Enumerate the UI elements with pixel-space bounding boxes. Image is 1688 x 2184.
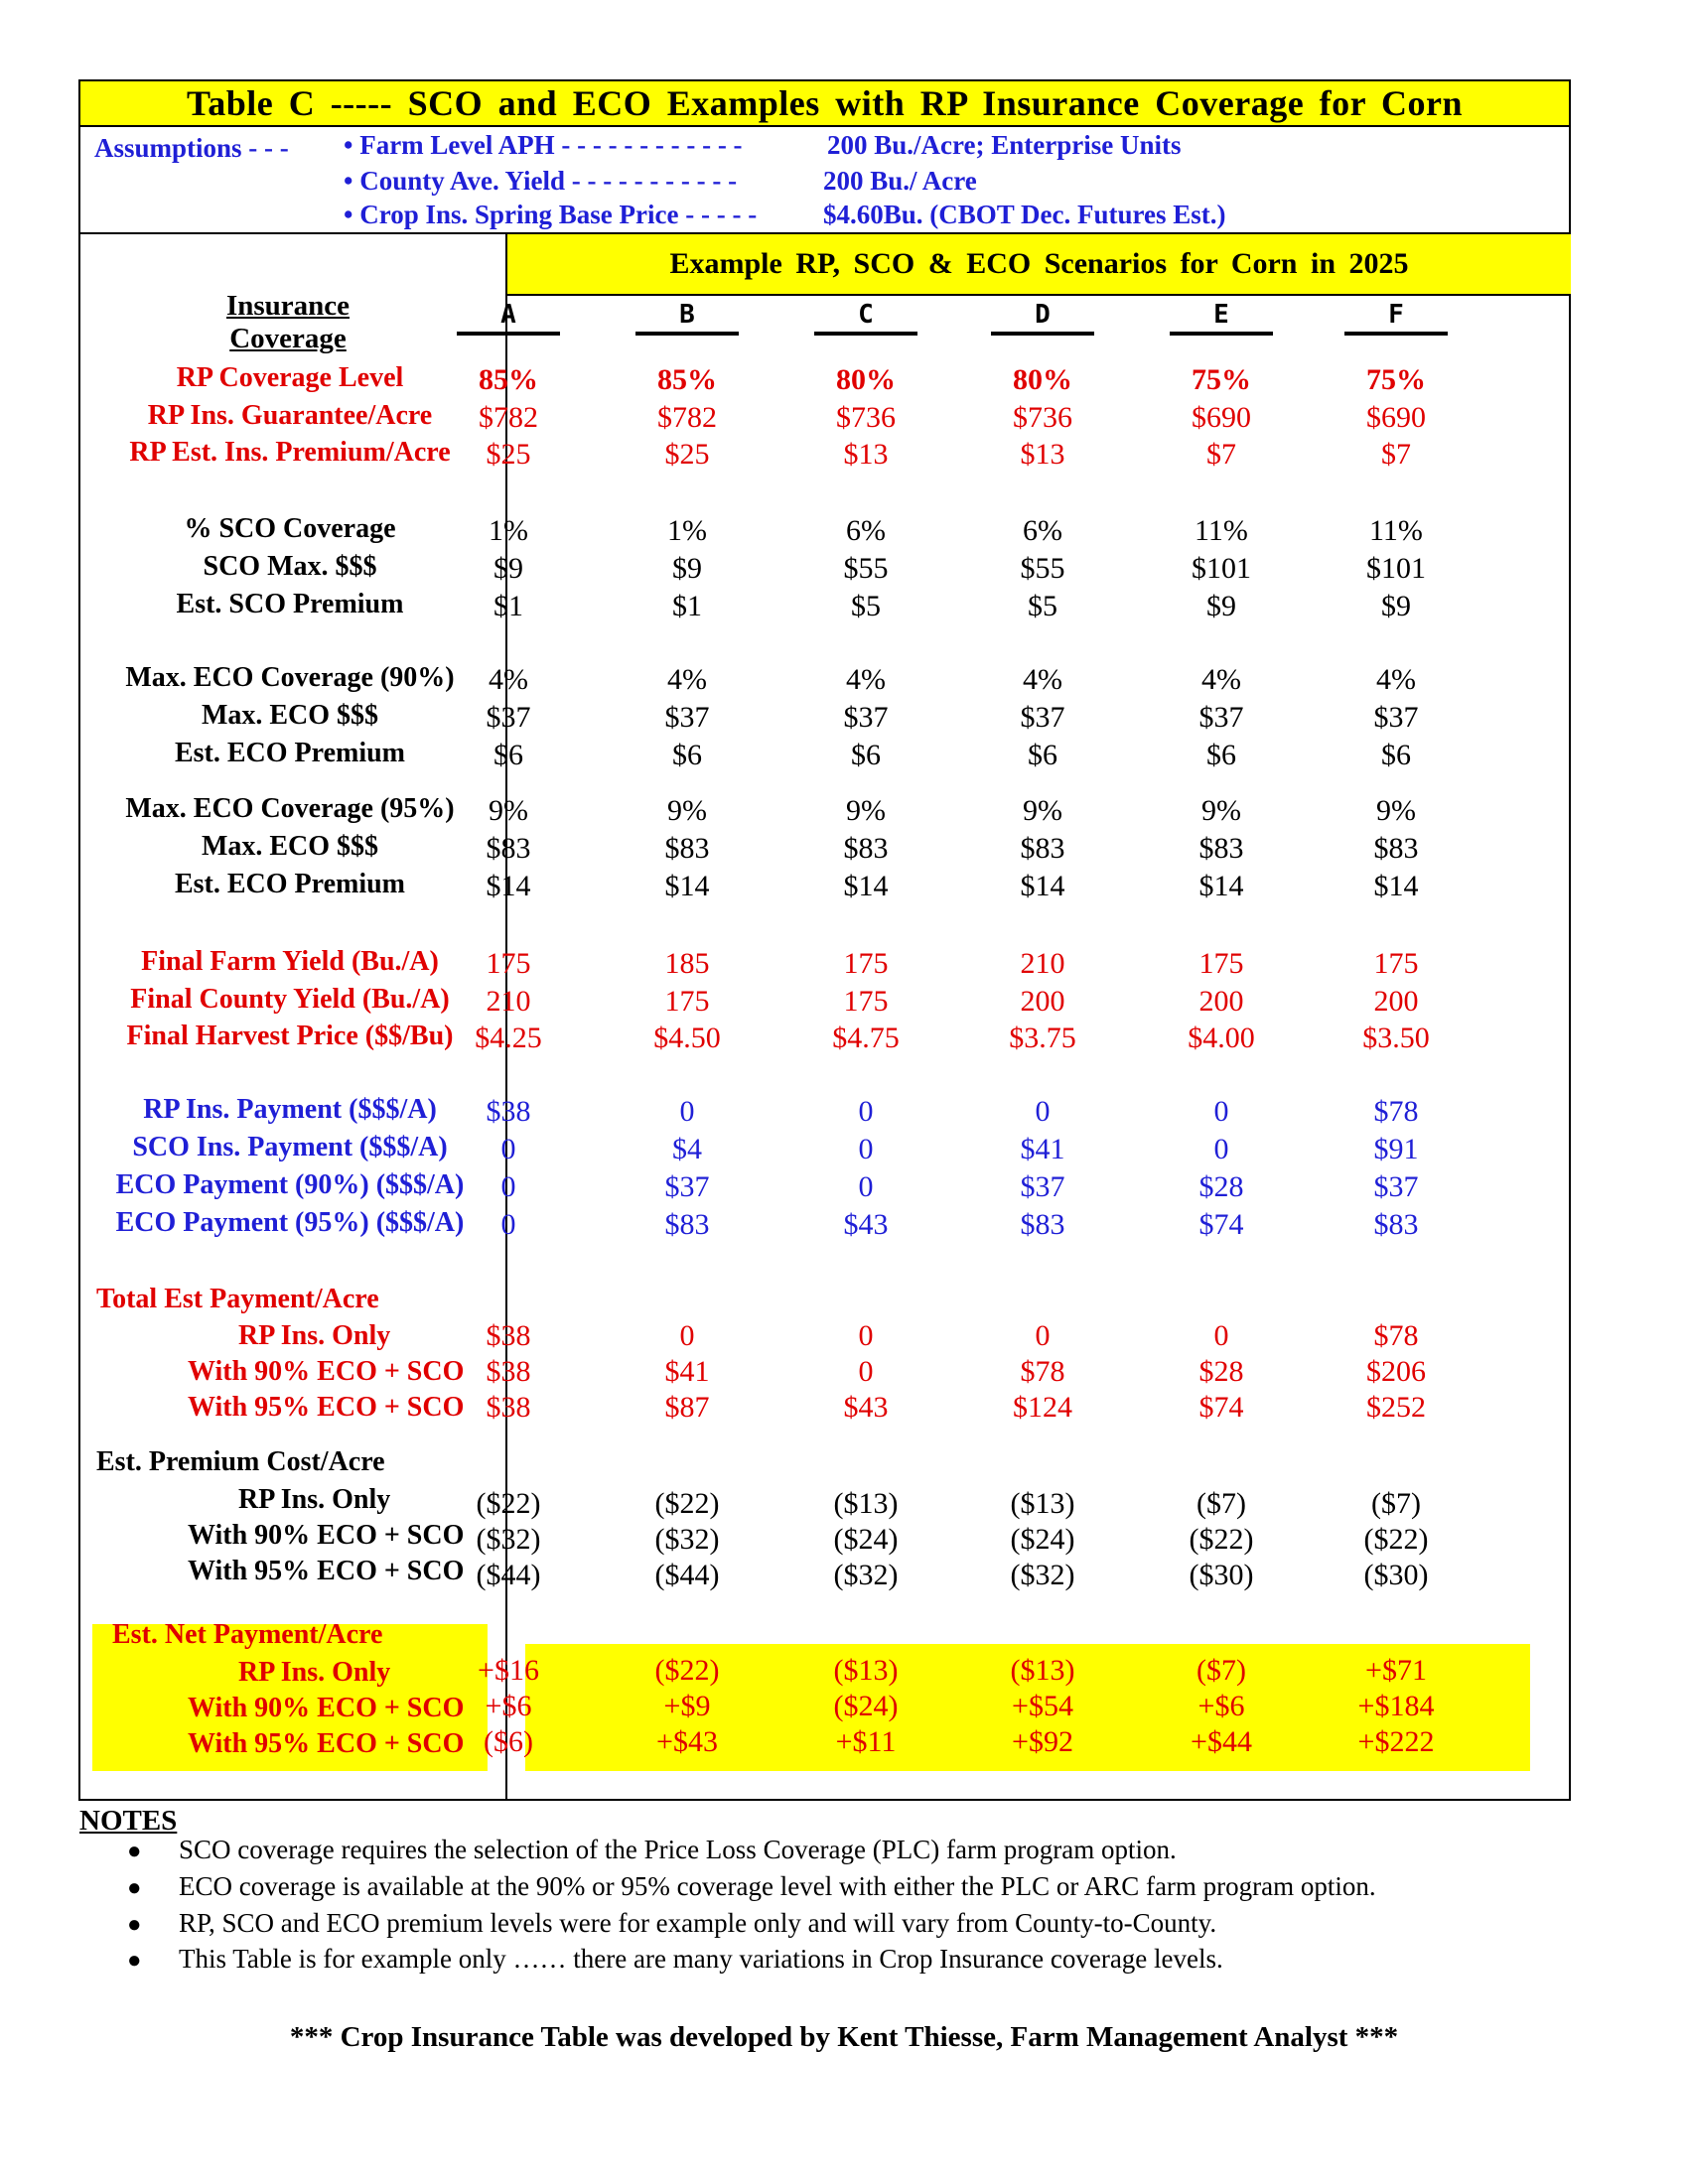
cell-value: 85% xyxy=(479,363,538,396)
cell-value: $55 xyxy=(1020,552,1065,585)
assumption-key: • County Ave. Yield - - - - - - - - - - - xyxy=(344,166,738,196)
cell-value: $91 xyxy=(1373,1133,1419,1165)
cell-value: 0 xyxy=(679,1319,695,1352)
cell-value: $37 xyxy=(1373,701,1419,734)
cell-value: $690 xyxy=(1192,401,1251,434)
cell-value: 200 xyxy=(1020,985,1065,1018)
row-label: ECO Payment (90%) ($$$/A) xyxy=(115,1169,465,1200)
cell-value: $37 xyxy=(1020,1170,1065,1203)
cell-value: $9 xyxy=(493,552,523,585)
cell-value: $9 xyxy=(672,552,702,585)
cell-value: ($13) xyxy=(1010,1654,1075,1687)
cell-value: $74 xyxy=(1198,1391,1244,1424)
row-label: Final Harvest Price ($$/Bu) xyxy=(126,1021,454,1051)
cell-value: 0 xyxy=(858,1170,874,1203)
cell-value: 175 xyxy=(843,985,889,1018)
cell-value: +$222 xyxy=(1357,1725,1435,1758)
cell-value: $14 xyxy=(664,870,710,902)
cell-value: 200 xyxy=(1373,985,1419,1018)
cell-value: 175 xyxy=(1373,947,1419,980)
cell-value: 175 xyxy=(1198,947,1244,980)
row-label: RP Ins. Payment ($$$/A) xyxy=(143,1094,437,1125)
cell-value: 4% xyxy=(846,663,886,696)
cell-value: 210 xyxy=(1020,947,1065,980)
row-label: Est. Net Payment/Acre xyxy=(112,1619,383,1650)
cell-value: $28 xyxy=(1198,1355,1244,1388)
cell-value: 9% xyxy=(667,794,707,827)
row-label: Max. ECO $$$ xyxy=(201,700,379,731)
cell-value: $38 xyxy=(486,1355,531,1388)
cell-value: $87 xyxy=(664,1391,710,1424)
cell-value: $83 xyxy=(664,832,710,865)
column-header: F xyxy=(1344,298,1448,336)
cell-value: 4% xyxy=(1023,663,1062,696)
cell-value: $1 xyxy=(672,590,702,622)
row-label: With 95% ECO + SCO xyxy=(188,1728,465,1759)
cell-value: ($44) xyxy=(476,1559,541,1591)
cell-value: 0 xyxy=(1213,1319,1229,1352)
row-label: Est. ECO Premium xyxy=(174,869,406,899)
cell-value: $4.25 xyxy=(475,1022,542,1054)
cell-value: ($24) xyxy=(833,1523,899,1556)
cell-value: $4.75 xyxy=(832,1022,900,1054)
cell-value: $83 xyxy=(486,832,531,865)
cell-value: $83 xyxy=(1373,1208,1419,1241)
cell-value: $1 xyxy=(493,590,523,622)
cell-value: $4.50 xyxy=(653,1022,721,1054)
cell-value: $9 xyxy=(1381,590,1411,622)
cell-value: $6 xyxy=(1381,739,1411,771)
cell-value: $37 xyxy=(486,701,531,734)
table-title: Table C ----- SCO and ECO Examples with RP Insurance Coverage for Corn xyxy=(80,81,1569,127)
row-label: With 95% ECO + SCO xyxy=(188,1556,465,1586)
cell-value: 200 xyxy=(1198,985,1244,1018)
cell-value: ($30) xyxy=(1363,1559,1429,1591)
cell-value: ($22) xyxy=(1189,1523,1254,1556)
row-label: With 95% ECO + SCO xyxy=(188,1392,465,1423)
cell-value: $736 xyxy=(1013,401,1072,434)
bullet-icon: ● xyxy=(127,1875,142,1901)
cell-value: 75% xyxy=(1192,363,1251,396)
cell-value: $252 xyxy=(1366,1391,1426,1424)
cell-value: $14 xyxy=(1198,870,1244,902)
column-header: D xyxy=(991,298,1094,336)
row-label: RP Ins. Guarantee/Acre xyxy=(147,400,433,431)
cell-value: $3.75 xyxy=(1009,1022,1076,1054)
row-label: % SCO Coverage xyxy=(184,513,396,544)
cell-value: 0 xyxy=(1213,1133,1229,1165)
row-label: With 90% ECO + SCO xyxy=(188,1356,465,1387)
row-label: Final Farm Yield (Bu./A) xyxy=(141,946,439,977)
note-item: RP, SCO and ECO premium levels were for example only and will vary from County-to-County. xyxy=(179,1908,1217,1938)
cell-value: 6% xyxy=(846,514,886,547)
cell-value: $9 xyxy=(1206,590,1236,622)
cell-value: $83 xyxy=(1020,832,1065,865)
cell-value: ($13) xyxy=(833,1487,899,1520)
row-label: SCO Ins. Payment ($$$/A) xyxy=(132,1132,448,1162)
cell-value: 75% xyxy=(1366,363,1426,396)
row-label: Total Est Payment/Acre xyxy=(96,1284,379,1314)
column-header: B xyxy=(635,298,739,336)
cell-value: $690 xyxy=(1366,401,1426,434)
cell-value: 0 xyxy=(1035,1319,1051,1352)
row-label: Max. ECO Coverage (95%) xyxy=(125,793,455,824)
note-item: SCO coverage requires the selection of the Price Loss Coverage (PLC) farm program option. xyxy=(179,1835,1177,1864)
cell-value: 0 xyxy=(500,1170,516,1203)
cell-value: 80% xyxy=(836,363,896,396)
cell-value: 175 xyxy=(664,985,710,1018)
cell-value: $13 xyxy=(843,438,889,471)
cell-value: $736 xyxy=(836,401,896,434)
cell-value: $37 xyxy=(664,701,710,734)
cell-value: $206 xyxy=(1366,1355,1426,1388)
cell-value: +$92 xyxy=(1012,1725,1073,1758)
cell-value: $14 xyxy=(1020,870,1065,902)
cell-value: 175 xyxy=(486,947,531,980)
cell-value: ($32) xyxy=(476,1523,541,1556)
bullet-icon: ● xyxy=(127,1948,142,1974)
cell-value: 80% xyxy=(1013,363,1072,396)
cell-value: $5 xyxy=(1028,590,1057,622)
cell-value: 4% xyxy=(489,663,528,696)
cell-value: $38 xyxy=(486,1319,531,1352)
cell-value: 0 xyxy=(1213,1095,1229,1128)
bullet-icon: ● xyxy=(127,1839,142,1864)
cell-value: 11% xyxy=(1369,514,1423,547)
cell-value: $124 xyxy=(1013,1391,1072,1424)
cell-value: $4 xyxy=(672,1133,702,1165)
row-label: Est. Premium Cost/Acre xyxy=(96,1446,385,1477)
cell-value: ($7) xyxy=(1196,1654,1246,1687)
cell-value: $37 xyxy=(1020,701,1065,734)
table-frame xyxy=(78,79,1571,1801)
cell-value: +$16 xyxy=(478,1654,539,1687)
cell-value: 1% xyxy=(667,514,707,547)
cell-value: $37 xyxy=(1198,701,1244,734)
row-label: RP Coverage Level xyxy=(176,362,404,393)
cell-value: 4% xyxy=(1376,663,1416,696)
cell-value: +$184 xyxy=(1357,1690,1435,1722)
cell-value: ($24) xyxy=(1010,1523,1075,1556)
cell-value: 6% xyxy=(1023,514,1062,547)
cell-value: $28 xyxy=(1198,1170,1244,1203)
credit-line: *** Crop Insurance Table was developed by Kent Thiesse, Farm Management Analyst *** xyxy=(289,2021,1399,2053)
cell-value: 0 xyxy=(500,1133,516,1165)
cell-value: $6 xyxy=(672,739,702,771)
cell-value: ($13) xyxy=(833,1654,899,1687)
cell-value: $74 xyxy=(1198,1208,1244,1241)
cell-value: ($22) xyxy=(654,1487,720,1520)
cell-value: ($30) xyxy=(1189,1559,1254,1591)
assumption-value: 200 Bu./Acre; Enterprise Units xyxy=(827,130,1182,160)
note-item: This Table is for example only …… there are many variations in Crop Insurance coverage levels. xyxy=(179,1944,1223,1974)
cell-value: 0 xyxy=(858,1095,874,1128)
cell-value: $6 xyxy=(1028,739,1057,771)
row-label: RP Ins. Only xyxy=(238,1320,391,1351)
cell-value: $83 xyxy=(1373,832,1419,865)
row-label: Est. SCO Premium xyxy=(176,589,404,619)
cell-value: $101 xyxy=(1366,552,1426,585)
cell-value: 9% xyxy=(1023,794,1062,827)
cell-value: $41 xyxy=(1020,1133,1065,1165)
cell-value: +$6 xyxy=(485,1690,532,1722)
cell-value: $5 xyxy=(851,590,881,622)
assumption-key: • Farm Level APH - - - - - - - - - - - - xyxy=(344,130,743,160)
insurance-coverage-label: Insurance Coverage xyxy=(225,290,351,354)
cell-value: 85% xyxy=(657,363,717,396)
note-item: ECO coverage is available at the 90% or 95% coverage level with either the PLC or ARC farm program option. xyxy=(179,1871,1376,1901)
cell-value: $37 xyxy=(1373,1170,1419,1203)
cell-value: $78 xyxy=(1020,1355,1065,1388)
cell-value: ($32) xyxy=(654,1523,720,1556)
column-header: E xyxy=(1170,298,1273,336)
cell-value: 0 xyxy=(858,1355,874,1388)
cell-value: +$44 xyxy=(1191,1725,1252,1758)
column-header: A xyxy=(457,298,560,336)
cell-value: 0 xyxy=(858,1319,874,1352)
cell-value: $78 xyxy=(1373,1095,1419,1128)
cell-value: ($44) xyxy=(654,1559,720,1591)
cell-value: $4.00 xyxy=(1188,1022,1255,1054)
row-label: With 90% ECO + SCO xyxy=(188,1693,465,1723)
cell-value: $3.50 xyxy=(1362,1022,1430,1054)
cell-value: 210 xyxy=(486,985,531,1018)
cell-value: ($32) xyxy=(1010,1559,1075,1591)
cell-value: ($22) xyxy=(476,1487,541,1520)
cell-value: 9% xyxy=(846,794,886,827)
cell-value: $83 xyxy=(664,1208,710,1241)
row-label: RP Ins. Only xyxy=(238,1484,391,1515)
cell-value: +$6 xyxy=(1197,1690,1245,1722)
row-label: RP Est. Ins. Premium/Acre xyxy=(129,437,451,468)
row-label: Max. ECO $$$ xyxy=(201,831,379,862)
cell-value: $38 xyxy=(486,1391,531,1424)
cell-value: $25 xyxy=(664,438,710,471)
cell-value: $782 xyxy=(479,401,538,434)
row-label: RP Ins. Only xyxy=(238,1657,391,1688)
cell-value: ($13) xyxy=(1010,1487,1075,1520)
cell-value: +$43 xyxy=(656,1725,718,1758)
cell-value: $78 xyxy=(1373,1319,1419,1352)
assumption-value: $4.60Bu. (CBOT Dec. Futures Est.) xyxy=(823,200,1226,229)
bullet-icon: ● xyxy=(127,1912,142,1938)
notes-title: NOTES xyxy=(79,1805,178,1837)
cell-value: $6 xyxy=(1206,739,1236,771)
assumption-value: 200 Bu./ Acre xyxy=(823,166,977,196)
cell-value: 4% xyxy=(667,663,707,696)
cell-value: ($6) xyxy=(484,1725,533,1758)
cell-value: $83 xyxy=(1198,832,1244,865)
cell-value: 9% xyxy=(1201,794,1241,827)
cell-value: $6 xyxy=(851,739,881,771)
cell-value: ($7) xyxy=(1196,1487,1246,1520)
cell-value: $83 xyxy=(843,832,889,865)
column-header: C xyxy=(814,298,917,336)
cell-value: 0 xyxy=(1035,1095,1051,1128)
row-label: Final County Yield (Bu./A) xyxy=(130,984,450,1015)
cell-value: 11% xyxy=(1195,514,1248,547)
cell-value: $14 xyxy=(486,870,531,902)
cell-value: +$9 xyxy=(663,1690,711,1722)
scenario-header: Example RP, SCO & ECO Scenarios for Corn in 2025 xyxy=(507,234,1571,296)
cell-value: 0 xyxy=(679,1095,695,1128)
assumption-key: • Crop Ins. Spring Base Price - - - - - xyxy=(344,200,758,229)
cell-value: $55 xyxy=(843,552,889,585)
cell-value: ($24) xyxy=(833,1690,899,1722)
cell-value: ($22) xyxy=(1363,1523,1429,1556)
row-label: ECO Payment (95%) ($$$/A) xyxy=(115,1207,465,1238)
cell-value: $7 xyxy=(1381,438,1411,471)
row-label: With 90% ECO + SCO xyxy=(188,1520,465,1551)
cell-value: $37 xyxy=(664,1170,710,1203)
cell-value: $13 xyxy=(1020,438,1065,471)
cell-value: $782 xyxy=(657,401,717,434)
cell-value: 4% xyxy=(1201,663,1241,696)
cell-value: $25 xyxy=(486,438,531,471)
cell-value: 1% xyxy=(489,514,528,547)
cell-value: $37 xyxy=(843,701,889,734)
cell-value: +$71 xyxy=(1365,1654,1427,1687)
cell-value: $43 xyxy=(843,1208,889,1241)
cell-value: 9% xyxy=(1376,794,1416,827)
cell-value: $7 xyxy=(1206,438,1236,471)
cell-value: $6 xyxy=(493,739,523,771)
row-label: Est. ECO Premium xyxy=(174,738,406,768)
cell-value: 185 xyxy=(664,947,710,980)
cell-value: ($32) xyxy=(833,1559,899,1591)
cell-value: 0 xyxy=(858,1133,874,1165)
cell-value: $43 xyxy=(843,1391,889,1424)
cell-value: $101 xyxy=(1192,552,1251,585)
row-label: Max. ECO Coverage (90%) xyxy=(125,662,455,693)
row-label: SCO Max. $$$ xyxy=(203,551,377,582)
cell-value: ($7) xyxy=(1371,1487,1421,1520)
cell-value: +$11 xyxy=(835,1725,897,1758)
cell-value: 9% xyxy=(489,794,528,827)
cell-value: +$54 xyxy=(1012,1690,1073,1722)
cell-value: 175 xyxy=(843,947,889,980)
cell-value: $83 xyxy=(1020,1208,1065,1241)
cell-value: ($22) xyxy=(654,1654,720,1687)
cell-value: $14 xyxy=(843,870,889,902)
cell-value: $38 xyxy=(486,1095,531,1128)
cell-value: $41 xyxy=(664,1355,710,1388)
assumptions-label: Assumptions - - - xyxy=(94,133,289,163)
cell-value: 0 xyxy=(500,1208,516,1241)
cell-value: $14 xyxy=(1373,870,1419,902)
assumptions-block xyxy=(80,127,1569,234)
